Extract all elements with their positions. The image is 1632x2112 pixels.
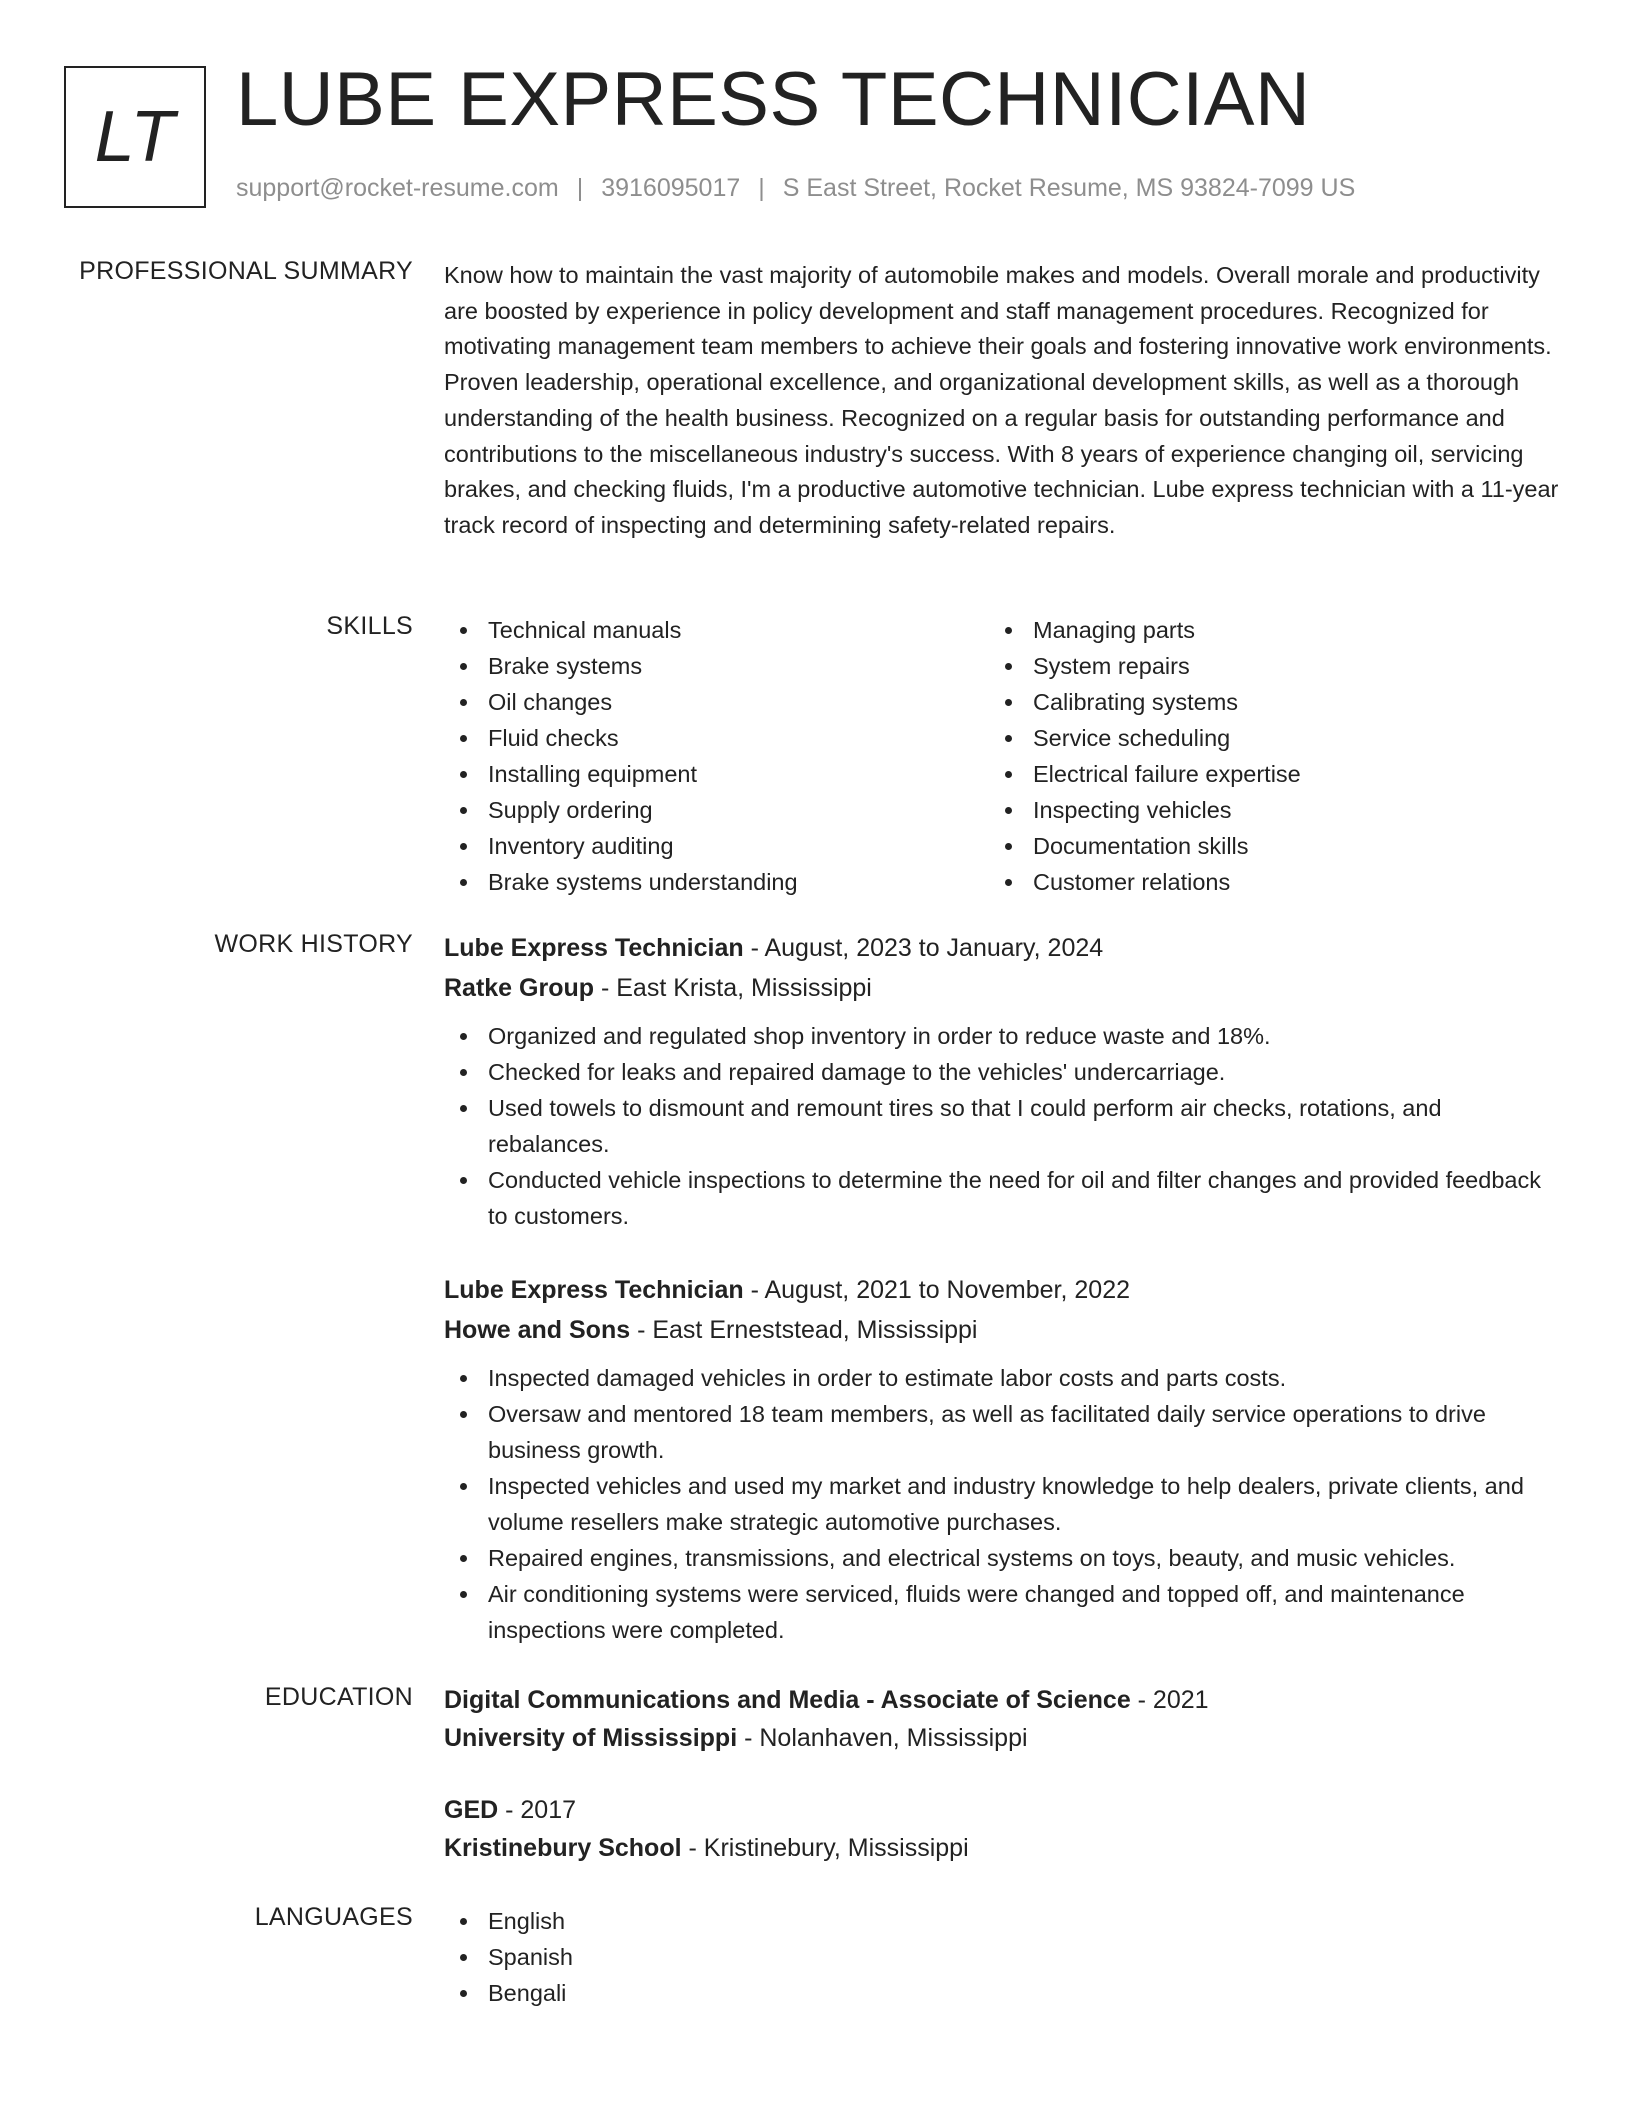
contact-line (236, 174, 1355, 203)
job-duty: Air conditioning systems were serviced, fluids were changed and topped off, and maintenance inspections were completed. (444, 1576, 1564, 1648)
job-location: - East Erneststead, Mississippi (630, 1316, 978, 1344)
job-title: Lube Express Technician (444, 1276, 744, 1304)
job-title-line (444, 1270, 1564, 1310)
education-location: - Nolanhaven, Mississippi (737, 1724, 1028, 1752)
skill-item: Brake systems (444, 648, 989, 684)
job-company-line (444, 968, 1564, 1008)
contact-separator: | (758, 174, 765, 202)
skill-item: Service scheduling (989, 720, 1534, 756)
contact-phone[interactable]: 3916095017 (601, 174, 741, 202)
education-entry (444, 1681, 1564, 1757)
language-item: Bengali (444, 1975, 1564, 2011)
education-school: Kristinebury School (444, 1834, 682, 1862)
language-item: Spanish (444, 1939, 1564, 1975)
job-duties-list (444, 1360, 1564, 1648)
job-entry (444, 928, 1564, 1234)
contact-separator: | (576, 174, 584, 202)
skill-item: System repairs (989, 648, 1534, 684)
monogram-logo: LT (64, 66, 206, 208)
section-heading-summary: PROFESSIONAL SUMMARY (79, 257, 413, 285)
resume-title: LUBE EXPRESS TECHNICIAN (236, 57, 1311, 142)
skills-columns (444, 612, 1564, 900)
skill-item: Calibrating systems (989, 684, 1534, 720)
contact-address: S East Street, Rocket Resume, MS 93824-7099 US (782, 174, 1356, 202)
job-dates: - August, 2023 to January, 2024 (743, 934, 1104, 962)
job-duty: Checked for leaks and repaired damage to the vehicles' undercarriage. (444, 1054, 1564, 1090)
education-school: University of Mississippi (444, 1724, 738, 1752)
job-duties-list (444, 1018, 1564, 1234)
skill-item: Fluid checks (444, 720, 989, 756)
education-year: - 2017 (498, 1796, 577, 1824)
skill-item: Supply ordering (444, 792, 989, 828)
education-location: - Kristinebury, Mississippi (681, 1834, 969, 1862)
languages-block (444, 1903, 1564, 2011)
skills-list-left (444, 612, 989, 900)
job-duty: Conducted vehicle inspections to determine the need for oil and filter changes and provided feedback to customers. (444, 1162, 1564, 1234)
job-dates: - August, 2021 to November, 2022 (743, 1276, 1131, 1304)
summary-text: Know how to maintain the vast majority of automobile makes and models. Overall morale and productivity are boosted by experience in policy development and staff management procedures. Recognized for motivating management team members to achieve their goals and fostering innovative work environments. Proven leadership, operational excellence, and organizational development skills, as well as a thorough understanding of the health business. Recognized on a regular basis for outstanding performance and contributions to the miscellaneous industry's success. With 8 years of experience changing oil, servicing brakes, and checking fluids, I'm a productive automotive technician. Lube express technician with a 11-year track record of inspecting and determining safety-related repairs. (444, 262, 1559, 538)
education-year: - 2021 (1130, 1686, 1209, 1714)
job-duty: Inspected vehicles and used my market and industry knowledge to help dealers, private clients, and volume resellers make strategic automotive purchases. (444, 1468, 1564, 1540)
job-duty: Used towels to dismount and remount tires so that I could perform air checks, rotations, and rebalances. (444, 1090, 1564, 1162)
skill-item: Inventory auditing (444, 828, 989, 864)
education-degree: Digital Communications and Media - Associate of Science (444, 1686, 1131, 1714)
education-degree-line (444, 1681, 1564, 1719)
skill-item: Brake systems understanding (444, 864, 989, 900)
job-title-line (444, 928, 1564, 968)
languages-list (444, 1903, 1564, 2011)
job-company-line (444, 1310, 1564, 1350)
section-heading-education: EDUCATION (264, 1683, 413, 1711)
job-company: Ratke Group (444, 974, 595, 1002)
job-duty: Oversaw and mentored 18 team members, as well as facilitated daily service operations to drive business growth. (444, 1396, 1564, 1468)
job-duty: Inspected damaged vehicles in order to estimate labor costs and parts costs. (444, 1360, 1564, 1396)
section-heading-languages: LANGUAGES (254, 1903, 413, 1931)
skill-item: Managing parts (989, 612, 1534, 648)
section-heading-work-history: WORK HISTORY (214, 930, 413, 958)
contact-email[interactable]: support@rocket-resume.com (236, 174, 559, 202)
job-duty: Organized and regulated shop inventory in order to reduce waste and 18%. (444, 1018, 1564, 1054)
section-heading-skills: SKILLS (326, 612, 413, 640)
education-school-line (444, 1719, 1564, 1757)
job-duty: Repaired engines, transmissions, and electrical systems on toys, beauty, and music vehicles. (444, 1540, 1564, 1576)
skill-item: Customer relations (989, 864, 1534, 900)
education-degree: GED (444, 1796, 499, 1824)
skill-item: Inspecting vehicles (989, 792, 1534, 828)
job-entry (444, 1270, 1564, 1648)
job-company: Howe and Sons (444, 1316, 631, 1344)
education-school-line (444, 1829, 1564, 1867)
skill-item: Technical manuals (444, 612, 989, 648)
education-degree-line (444, 1791, 1564, 1829)
language-item: English (444, 1903, 1564, 1939)
education-entry (444, 1791, 1564, 1867)
job-location: - East Krista, Mississippi (594, 974, 872, 1002)
skill-item: Oil changes (444, 684, 989, 720)
skill-item: Documentation skills (989, 828, 1534, 864)
skills-list-right (989, 612, 1534, 900)
job-title: Lube Express Technician (444, 934, 744, 962)
skill-item: Installing equipment (444, 756, 989, 792)
skill-item: Electrical failure expertise (989, 756, 1534, 792)
